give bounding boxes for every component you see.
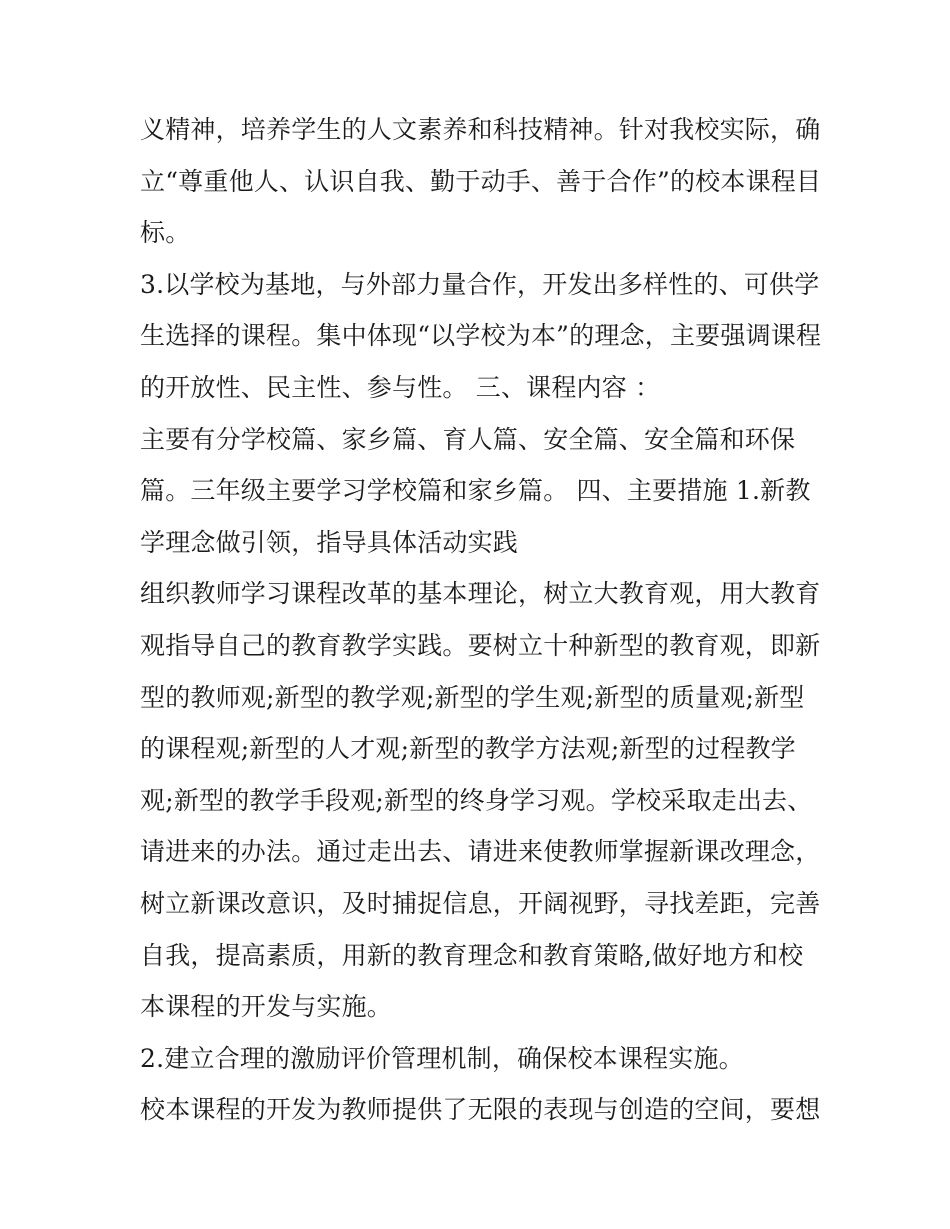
text-line: 立“尊重他人、认识自我、勤于动手、善于合作”的校本课程目 [140,166,822,196]
text-line: 生选择的课程。集中体现“以学校为本”的理念，主要强调课程 [140,321,822,351]
text-line: 篇。三年级主要学习学校篇和家乡篇。 四、主要措施 1.新教 [140,476,811,506]
text-line: 标。 [140,218,191,248]
text-line: 自我，提高素质，用新的教育理念和教育策略,做好地方和校 [140,940,804,970]
text-line: 2.建立合理的激励评价管理机制，确保校本课程实施。 [140,1043,744,1073]
text-line: 主要有分学校篇、家乡篇、育人篇、安全篇、安全篇和环保 [140,424,796,454]
text-line: 学理念做引领，指导具体活动实践 [140,527,519,557]
text-line: 观指导自己的教育教学实践。要树立十种新型的教育观，即新 [140,630,821,660]
text-line: 本课程的开发与实施。 [140,992,393,1022]
text-line: 组织教师学习课程改革的基本理论，树立大教育观，用大教育 [140,579,821,609]
text-line: 的开放性、民主性、参与性。 三、课程内容 ： [140,372,661,402]
text-line: 义精神，培养学生的人文素养和科技精神。针对我校实际，确 [140,115,821,144]
text-line: 的课程观;新型的人才观;新型的教学方法观;新型的过程教学 [140,734,796,764]
text-line: 校本课程的开发为教师提供了无限的表现与创造的空间，要想 [140,1095,821,1125]
text-line: 3.以学校为基地，与外部力量合作，开发出多样性的、可供学 [140,269,820,299]
text-line: 观;新型的教学手段观;新型的终身学习观。学校采取走出去、 [140,785,813,815]
text-line: 树立新课改意识，及时捕捉信息，开阔视野，寻找差距，完善 [140,888,821,918]
text-line: 请进来的办法。通过走出去、请进来使教师掌握新课改理念， [140,837,821,867]
document-body [140,104,830,1136]
text-line: 型的教师观;新型的教学观;新型的学生观;新型的质量观;新型 [140,682,805,712]
